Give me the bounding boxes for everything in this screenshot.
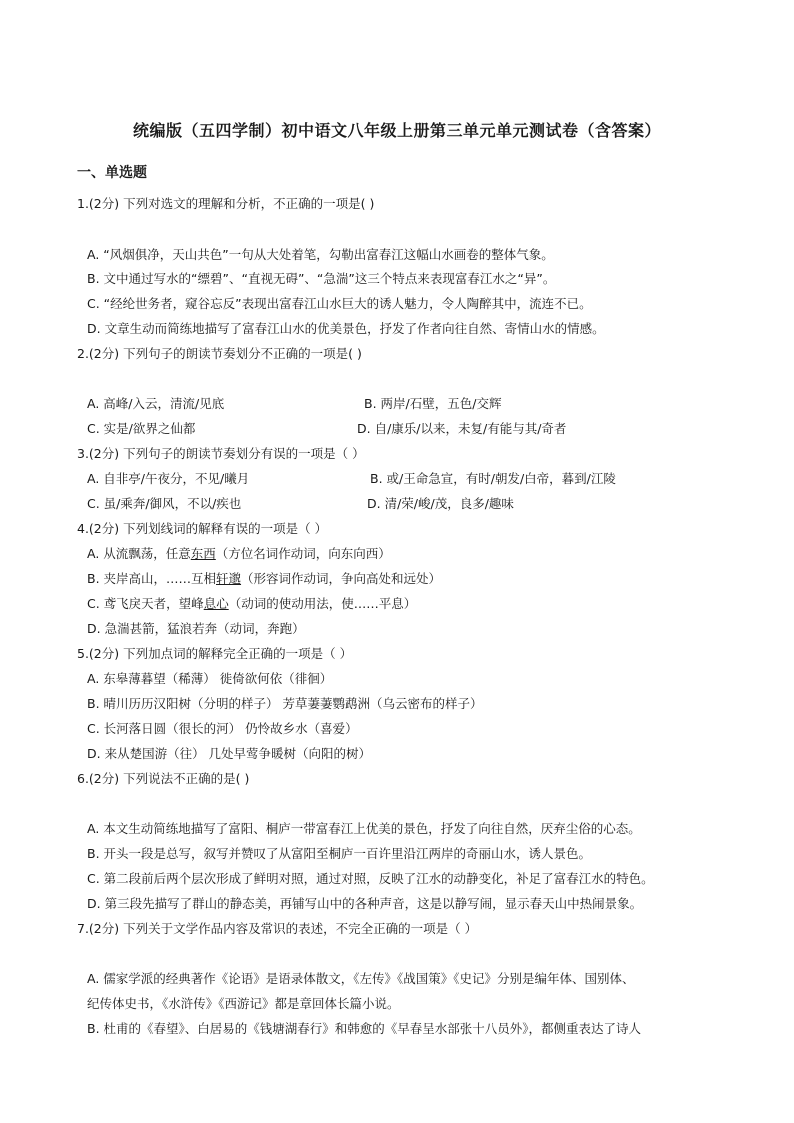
question-1-option-a: A. “风烟俱净，天山共色”一句从大处着笔，勾勒出富春江这幅山水画卷的整体气象。 [87,247,554,262]
question-3-option-a: A. 自非亭/午夜分，不见/曦月 [87,471,250,486]
underlined-word: 息心 [203,596,229,611]
question-6-stem: 6.(2分) 下列说法不正确的是( ) [77,771,250,786]
question-5-option-d: D. 来从楚国游（往） 几处早莺争暖树（向阳的树） [87,746,372,761]
question-1-option-b: B. 文中通过写水的“缥碧”、“直视无碍”、“急湍”这三个特点来表现富春江水之“异”。 [87,271,556,286]
question-2-option-b: B. 两岸/石壁，五色/交辉 [364,396,502,411]
question-5-stem: 5.(2分) 下列加点词的解释完全正确的一项是（ ） [77,646,353,661]
option-explanation: （方位名词作动词，向东向西） [215,546,391,561]
question-4-stem: 4.(2分) 下列划线词的解释有误的一项是（ ） [77,521,328,536]
question-2-stem: 2.(2分) 下列句子的朗读节奏划分不正确的一项是( ) [77,346,362,361]
option-text: B. 夹岸高山，……互相 [87,571,217,586]
question-3-option-b: B. 或/王命急宣，有时/朝发/白帝，暮到/江陵 [370,471,616,486]
question-6-option-b: B. 开头一段是总写，叙写并赞叹了从富阳至桐庐一百许里沿江两岸的奇丽山水，诱人景色。 [87,846,592,861]
question-7-option-a-line1: A. 儒家学派的经典著作《论语》是语录体散文，《左传》《战国策》《史记》分别是编年体、国别体、 [87,971,635,986]
question-1-option-d: D. 文章生动而简练地描写了富春江山水的优美景色，抒发了作者向往自然、寄情山水的情感。 [87,321,605,336]
question-7-option-b: B. 杜甫的《春望》、白居易的《钱塘湖春行》和韩愈的《早春呈水部张十八员外》，都侧重表达了诗人 [87,1021,642,1036]
question-4-option-d: D. 急湍甚箭，猛浪若奔（动词，奔跑） [87,621,305,636]
option-explanation: （动词的使动用法，使……平息） [228,596,417,611]
question-7-stem: 7.(2分) 下列关于文学作品内容及常识的表述，不完全正确的一项是（ ） [77,921,478,936]
question-2-option-c: C. 实是/欲界之仙都 [87,421,196,436]
question-1-option-c: C. “经纶世务者，窥谷忘反”表现出富春江山水巨大的诱人魅力，令人陶醉其中，流连不已。 [87,296,592,311]
underlined-word: 东西 [190,546,216,561]
question-3-option-d: D. 清/荣/峻/茂，良多/趣味 [367,496,514,511]
document-title: 统编版（五四学制）初中语文八年级上册第三单元单元测试卷（含答案） [132,121,661,140]
option-text: A. 从流飘荡，任意 [87,546,191,561]
question-7-option-a-line2: 纪传体史书，《水浒传》《西游记》都是章回体长篇小说。 [87,996,400,1011]
question-2-option-d: D. 自/康乐/以来，未复/有能与其/奇者 [357,421,567,436]
question-4-option-a [87,546,391,562]
question-3-stem: 3.(2分) 下列句子的朗读节奏划分有误的一项是（ ） [77,446,365,461]
question-3-option-c: C. 虽/乘奔/御风，不以/疾也 [87,496,242,511]
option-text: C. 鸢飞戾天者，望峰 [87,596,204,611]
question-1-stem: 1.(2分) 下列对选文的理解和分析，不正确的一项是( ) [77,196,375,211]
question-6-option-a: A. 本文生动简练地描写了富阳、桐庐一带富春江上优美的景色，抒发了向往自然，厌弃尘俗的心态。 [87,821,641,836]
question-5-option-a: A. 东皋薄暮望（稀薄） 徙倚欲何依（徘徊） [87,671,333,686]
question-6-option-c: C. 第二段前后两个层次形成了鲜明对照，通过对照，反映了江水的动静变化，补足了富春江水的特色。 [87,871,654,886]
question-4-option-c [87,596,416,612]
question-4-option-b [87,571,441,587]
section-heading: 一、单选题 [77,165,147,181]
question-6-option-d: D. 第三段先描写了群山的静态美，再铺写山中的各种声音，这是以静写闹，显示春天山中热闹景象。 [87,896,643,911]
underlined-word: 轩邈 [216,571,242,586]
question-5-option-b: B. 晴川历历汉阳树（分明的样子） 芳草萋萋鹦鹉洲（乌云密布的样子） [87,696,483,711]
option-explanation: （形容词作动词，争向高处和远处） [241,571,442,586]
question-5-option-c: C. 长河落日圆（很长的河） 仍怜故乡水（喜爱） [87,721,358,736]
question-2-option-a: A. 高峰/入云，清流/见底 [87,396,225,411]
